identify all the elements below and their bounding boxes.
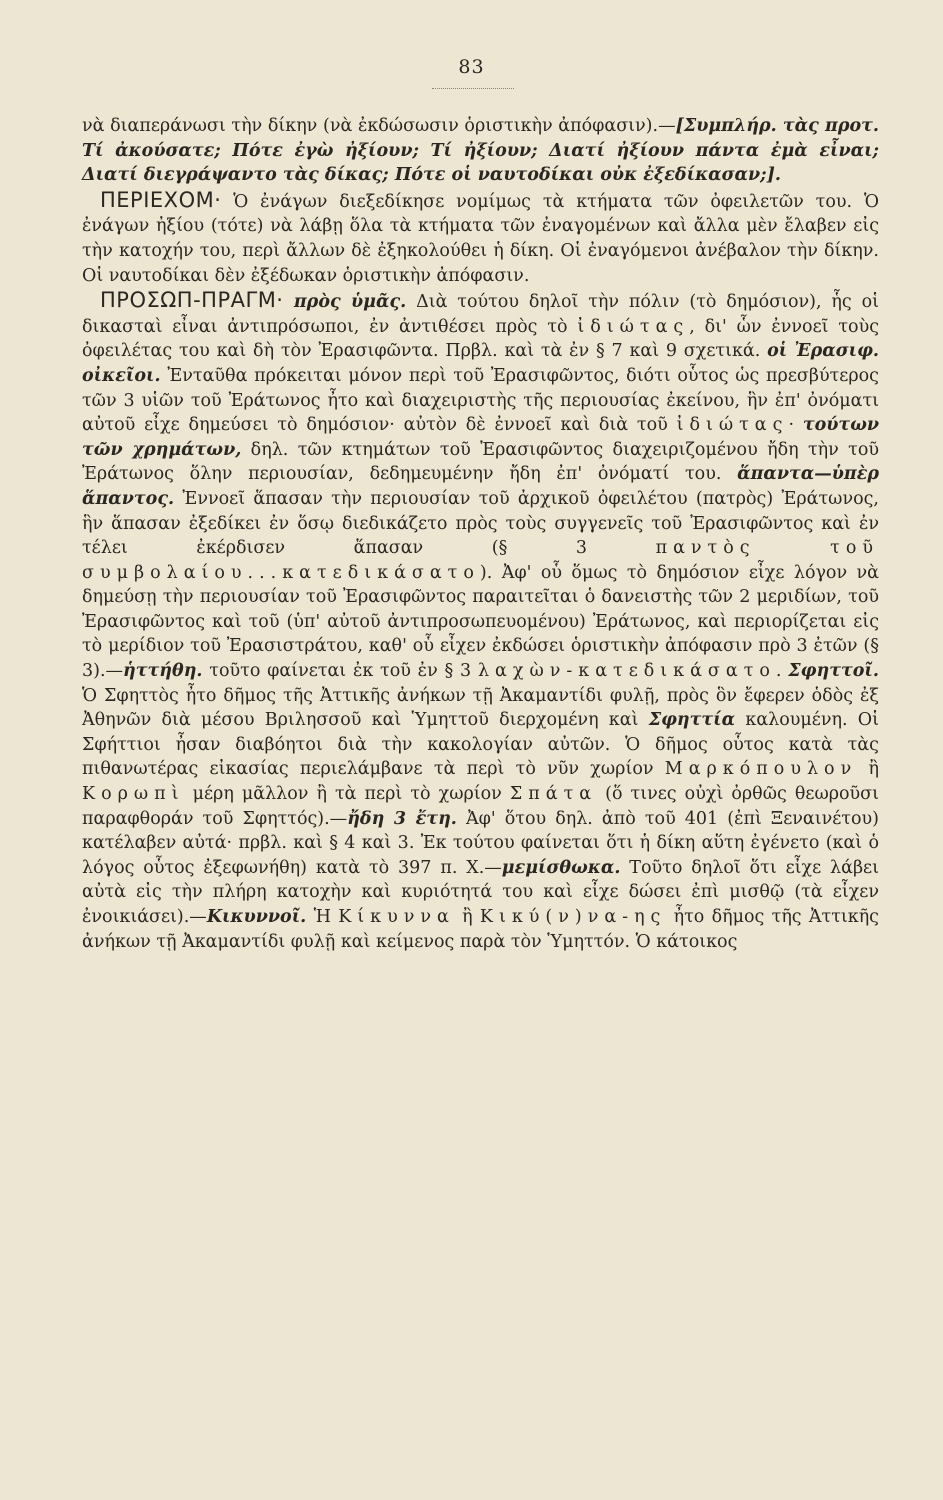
- text-run: δηλ. τῶν κτημάτων τοῦ Ἐρασιφῶντος διαχειριζομένου ἤδη τὴν τοῦ Ἐράτωνος ὅλην περιουσίαν, δεδημευμένην ἤδη ἐπ' ὀνόματί του.: [82, 439, 879, 485]
- italic-run: [Συμπλήρ. τὰς προτ. Τί ἀκούσατε; Πότε ἐγὼ ἠξίουν; Τί ἠξίουν; Διατί ἠξίουν πάντα ἐμὰ εἶναι; Διατί διεγράψαντο τὰς δίκας; Πότε οἱ ναυτοδίκαι οὐκ ἐξεδίκασαν;].: [82, 116, 879, 186]
- italic-run: ἅπαντα—ὑπὲρ ἅπαντος.: [82, 464, 879, 509]
- paragraph-summary: [82, 188, 879, 288]
- text-run: Ἐνταῦθα πρόκειται μόνον περὶ τοῦ Ἐρασιφῶντος, διότι οὗτος ὡς πρεσβύτερος τῶν 3 υἱῶν τοῦ Ἐράτωνος ἦτο καὶ διαχειριστὴς τῆς περιουσίας ἐκείνου, ἣν ἐπ' ὀνόματι αὐτοῦ εἶχε δημεύσει τὸ δημόσιον· αὐτὸν δὲ ἐννοεῖ καὶ διὰ τοῦ: [82, 365, 879, 436]
- spaced-run: Σπάτα: [509, 784, 598, 805]
- text-run: Ἀφ' ὅτου δηλ. ἀπὸ τοῦ 401 (ἐπὶ Ξεναινέτου) κατέλαβεν αὐτά· πρβλ. καὶ § 4 καὶ 3. Ἐκ τούτου φαίνεται ὅτι ἡ δίκη αὕτη ἐγένετο (καὶ ὁ λόγος οὗτος ἐξεφωνήθη) κατὰ τὸ 397 π. Χ.—: [82, 808, 879, 878]
- text-run: (ὅ τινες οὐχὶ ὀρθῶς θεωροῦσι παραφθοράν τοῦ Σφηττός).—: [82, 784, 879, 829]
- text-run: καλουμένη. Οἱ Σφήττιοι ἦσαν διαβόητοι διὰ τὴν κακολογίαν αὐτῶν. Ὁ δῆμος οὗτος κατὰ τὰς πιθανωτέρας εἰκασίας περιελάμβανε τὰ περὶ τὸ νῦν χωρίον: [82, 710, 880, 780]
- text-run: ἢ: [454, 907, 480, 927]
- text-run: ἢ: [857, 759, 879, 780]
- text-run: Ὁ Σφηττὸς ἦτο δῆμος τῆς Ἀττικῆς ἀνήκων τῇ Ἀκαμαντίδι φυλῇ, πρὸς ὃν ἔφερεν ὁδὸς ἐξ Ἀθηνῶν διὰ μέσου Βριλησσοῦ καὶ Ὑμηττοῦ διερχομένη καὶ: [82, 685, 879, 731]
- spaced-run: ἰδιώτας: [676, 415, 789, 436]
- spaced-run: Κικύ(ν)να-ης: [479, 907, 667, 927]
- text-run: μέρη μᾶλλον ἢ τὰ περὶ τὸ χωρίον: [184, 784, 510, 805]
- text-run: νὰ διαπεράνωσι τὴν δίκην (νὰ ἐκδώσωσιν ὁριστικὴν ἀπόφασιν).—: [82, 116, 676, 136]
- text-run: Ἡ: [306, 907, 339, 927]
- page-number-rule: [432, 88, 514, 89]
- text-run: Τοῦτο δηλοῖ ὅτι εἶχε λάβει αὐτὰ εἰς τὴν πλήρη κατοχὴν καὶ κυριότητά του καὶ εἶχε δώσει ἐπὶ μισθῷ (τὰ εἶχεν ἐνοικιάσει).—: [82, 857, 879, 927]
- spaced-run: Κορωπὶ: [82, 784, 185, 805]
- body-text: [82, 114, 879, 954]
- text-run: ·: [788, 415, 803, 436]
- spaced-run: λαχὼν-κατεδικάσατο: [477, 661, 776, 682]
- italic-run: ἤδη 3 ἔτη.: [347, 808, 457, 829]
- italic-run: Σφηττία: [648, 710, 736, 731]
- paragraph-1: [82, 114, 879, 188]
- text-run: , δι' ὧν ἐννοεῖ τοὺς ὀφειλέτας του καὶ δὴ τὸν Ἐρασιφῶντα. Πρβλ. καὶ τὰ ἐν § 7 καὶ 9 σχετικά.: [82, 316, 880, 362]
- text-run: .: [775, 661, 789, 682]
- italic-run: ἡττήθη.: [123, 661, 203, 682]
- text-run: Ἐννοεῖ ἅπασαν τὴν περιουσίαν τοῦ ἀρχικοῦ ὀφειλέτου (πατρὸς) Ἐράτωνος, ἣν ἅπασαν ἐξεδίκει ἐν ὅσῳ διεδικάζετο πρὸς τοὺς συγγενεῖς τοῦ Ἐρασιφῶντος καὶ ἐν τέλει ἐκέρδισεν ἅπασαν (§ 3: [82, 488, 879, 559]
- text-run: τοῦτο φαίνεται ἐκ τοῦ ἐν § 3: [202, 661, 478, 682]
- text-run: ἦτο δῆμος τῆς Ἀττικῆς ἀνήκων τῇ Ἀκαμαντίδι φυλῇ καὶ κείμενος παρὰ τὸν Ὑμηττόν. Ὁ κάτοικος: [82, 907, 879, 952]
- text-run: ). Ἀφ' οὗ ὅμως τὸ δημόσιον εἶχε λόγον νὰ δημεύσῃ τὴν περιουσίαν τοῦ Ἐρασιφῶντος παραιτεῖται ὁ δανειστὴς τῶν 2 μεριδίων, τοῦ Ἐρασιφῶντος καὶ τοῦ (ὑπ' αὐτοῦ ἀντιπροσωπευομένου) Ἐράτωνος, καὶ περιορίζεται εἰς τὸ μερίδιον τοῦ Ἐρασιστράτου, καθ' οὗ εἶχεν ἐκδώσει ὁριστικὴν ἀπόφασιν πρὸ 3 ἐτῶν (§ 3).—: [82, 562, 879, 682]
- section-heading-persons-things: ΠΡΟΣΩΠ-ΠΡΑΓΜ·: [100, 288, 284, 313]
- italic-run: Κικυννοῖ.: [206, 907, 307, 927]
- paragraph-persons-things: [82, 288, 879, 954]
- page-number: 83: [458, 56, 485, 78]
- spaced-run: Κίκυννα: [338, 907, 455, 927]
- italic-run: οἱ Ἐρασιφ. οἰκεῖοι.: [82, 341, 879, 386]
- italic-run: πρὸς ὑμᾶς.: [283, 292, 407, 313]
- italic-run: μεμίσθωκα.: [501, 857, 621, 878]
- spaced-run: Μαρκόπουλον: [664, 759, 858, 780]
- spaced-run: ἰδιώτας: [577, 316, 690, 337]
- text-run: Ὁ ἐνάγων διεξεδίκησε νομίμως τὰ κτήματα τῶν ὀφειλετῶν του. Ὁ ἐνάγων ἠξίου (τότε) νὰ λάβῃ ὅλα τὰ κτήματα τῶν ἐναγομένων καὶ ἄλλα μὲν ἔλαβεν εἰς τὴν κατοχήν του, περὶ ἄλλων δὲ ἐξηκολούθει ἡ δίκη. Οἱ ἐναγόμενοι ἀνέβαλον τὴν δίκην. Οἱ ναυτοδίκαι δὲν ἐξέδωκαν ὁριστικὴν ἀπόφασιν.: [82, 191, 879, 286]
- spaced-run: παντὸς τοῦ συμβολαίου...κατεδικάσατο: [82, 538, 879, 583]
- italic-run: τούτων τῶν χρημάτων,: [82, 415, 879, 460]
- section-heading-summary: ΠΕΡΙΕΧΟΜ·: [100, 187, 222, 212]
- text-run: Διὰ τούτου δηλοῖ τὴν πόλιν (τὸ δημόσιον), ἧς οἱ δικασταὶ εἶναι ἀντιπρόσωποι, ἐν ἀντιθέσει πρὸς τὸ: [82, 292, 879, 337]
- italic-run: Σφηττοῖ.: [788, 661, 879, 682]
